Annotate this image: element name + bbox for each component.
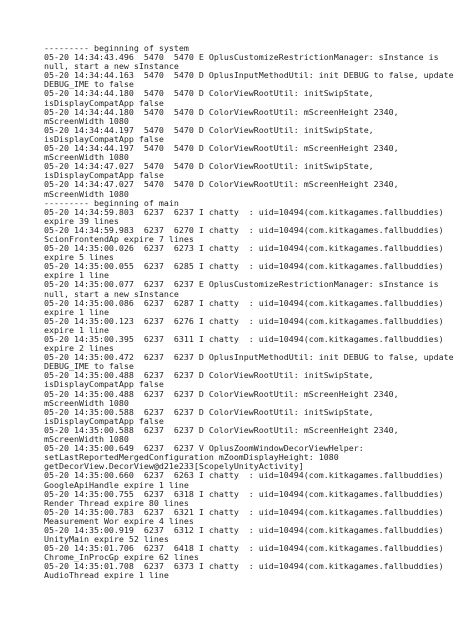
log-line: --------- beginning of system	[44, 43, 189, 53]
log-line: 05-20 14:34:47.027 5470 5470 D ColorViewRootUtil: mScreenHeight 2340,	[44, 179, 399, 190]
log-line: mScreenWidth 1080	[44, 397, 129, 408]
log-line: isDisplayCompatApp false	[44, 97, 164, 108]
log-line: 05-20 14:35:01.708 6237 6373 I chatty : uid=10494(com.kitkagames.fallbuddies)	[44, 561, 444, 572]
log-line: 05-20 14:34:44.197 5470 5470 D ColorViewRootUtil: mScreenHeight 2340,	[44, 143, 399, 154]
log-line: 05-20 14:34:44.180 5470 5470 D ColorViewRootUtil: mScreenHeight 2340,	[44, 106, 399, 117]
log-line: null, start a new sInstance	[44, 288, 179, 299]
log-line: 05-20 14:35:00.086 6237 6287 I chatty : uid=10494(com.kitkagames.fallbuddies)	[44, 297, 444, 308]
log-line: isDisplayCompatApp false	[44, 415, 164, 426]
log-line: 05-20 14:35:00.123 6237 6276 I chatty : uid=10494(com.kitkagames.fallbuddies)	[44, 315, 444, 326]
log-line: 05-20 14:34:59.983 6237 6270 I chatty : uid=10494(com.kitkagames.fallbuddies)	[44, 224, 444, 235]
log-line: 05-20 14:35:00.783 6237 6321 I chatty : uid=10494(com.kitkagames.fallbuddies)	[44, 506, 444, 517]
log-line: 05-20 14:34:47.027 5470 5470 D ColorViewRootUtil: initSwipState,	[44, 161, 374, 172]
log-line: ScionFrontendAp expire 7 lines	[44, 233, 194, 244]
log-line: mScreenWidth 1080	[44, 115, 129, 126]
log-line: expire 1 line	[44, 270, 109, 281]
log-line: expire 1 line	[44, 324, 109, 335]
log-line: 05-20 14:35:00.649 6237 6237 V OplusZoomWindowDecorViewHelper:	[44, 443, 364, 454]
log-line: 05-20 14:34:43.496 5470 5470 E OplusCustomizeRestrictionManager: sInstance is	[44, 52, 439, 63]
log-line: 05-20 14:35:00.472 6237 6237 D OplusInputMethodUtil: init DEBUG to false, update	[44, 352, 454, 363]
log-line: expire 1 line	[44, 306, 109, 317]
log-line: 05-20 14:35:00.488 6237 6237 D ColorViewRootUtil: initSwipState,	[44, 370, 374, 381]
log-line: getDecorView.DecorView@d21e233[ScopelyUnityActivity]	[44, 461, 304, 472]
log-line: 05-20 14:35:00.588 6237 6237 D ColorViewRootUtil: initSwipState,	[44, 406, 374, 417]
log-line: GoogleApiHandle expire 1 line	[44, 479, 189, 490]
log-line: 05-20 14:35:00.588 6237 6237 D ColorViewRootUtil: mScreenHeight 2340,	[44, 424, 399, 435]
log-line: --------- beginning of main	[44, 197, 179, 208]
log-line: 05-20 14:35:00.077 6237 6237 E OplusCustomizeRestrictionManager: sInstance is	[44, 279, 439, 290]
log-line: mScreenWidth 1080	[44, 152, 129, 163]
log-line: expire 2 lines	[44, 343, 114, 354]
log-line: isDisplayCompatApp false	[44, 133, 164, 144]
log-line: 05-20 14:35:00.755 6237 6318 I chatty : uid=10494(com.kitkagames.fallbuddies)	[44, 488, 444, 499]
log-line: 05-20 14:34:59.803 6237 6237 I chatty : uid=10494(com.kitkagames.fallbuddies)	[44, 206, 444, 217]
log-line: Measurement Wor expire 4 lines	[44, 515, 194, 526]
log-line: 05-20 14:34:44.197 5470 5470 D ColorViewRootUtil: initSwipState,	[44, 124, 374, 135]
log-line: UnityMain expire 52 lines	[44, 534, 169, 545]
log-line: 05-20 14:35:00.395 6237 6311 I chatty : uid=10494(com.kitkagames.fallbuddies)	[44, 334, 444, 344]
log-text	[44, 43, 454, 581]
log-line: 05-20 14:34:44.163 5470 5470 D OplusInputMethodUtil: init DEBUG to false, update	[44, 70, 454, 81]
log-line: 05-20 14:34:44.180 5470 5470 D ColorViewRootUtil: initSwipState,	[44, 88, 374, 99]
log-line: expire 5 lines	[44, 252, 114, 263]
log-line: 05-20 14:35:00.488 6237 6237 D ColorViewRootUtil: mScreenHeight 2340,	[44, 388, 399, 399]
log-line: AudioThread expire 1 line	[44, 570, 169, 581]
log-line: DEBUG_IME to false	[44, 361, 134, 372]
log-line: DEBUG_IME to false	[44, 79, 134, 90]
log-line: 05-20 14:35:00.026 6237 6273 I chatty : uid=10494(com.kitkagames.fallbuddies)	[44, 243, 444, 254]
log-line: 05-20 14:35:00.055 6237 6285 I chatty : uid=10494(com.kitkagames.fallbuddies)	[44, 261, 444, 272]
log-line: 05-20 14:35:00.919 6237 6312 I chatty : uid=10494(com.kitkagames.fallbuddies)	[44, 524, 444, 535]
log-line: null, start a new sInstance	[44, 61, 179, 72]
log-line: 05-20 14:35:00.660 6237 6263 I chatty : uid=10494(com.kitkagames.fallbuddies)	[44, 470, 444, 481]
log-line: isDisplayCompatApp false	[44, 170, 164, 181]
log-line: isDisplayCompatApp false	[44, 379, 164, 390]
log-line: mScreenWidth 1080	[44, 434, 129, 445]
log-line: Render Thread expire 80 lines	[44, 497, 189, 508]
log-line: Chrome_InProcGp expire 62 lines	[44, 552, 199, 563]
log-line: expire 39 lines	[44, 215, 119, 226]
log-line: mScreenWidth 1080	[44, 188, 129, 199]
log-line: setLastReportedMergedConfiguration mZoomDisplayHeight: 1080	[44, 452, 339, 463]
log-line: 05-20 14:35:01.706 6237 6418 I chatty : uid=10494(com.kitkagames.fallbuddies)	[44, 543, 444, 554]
